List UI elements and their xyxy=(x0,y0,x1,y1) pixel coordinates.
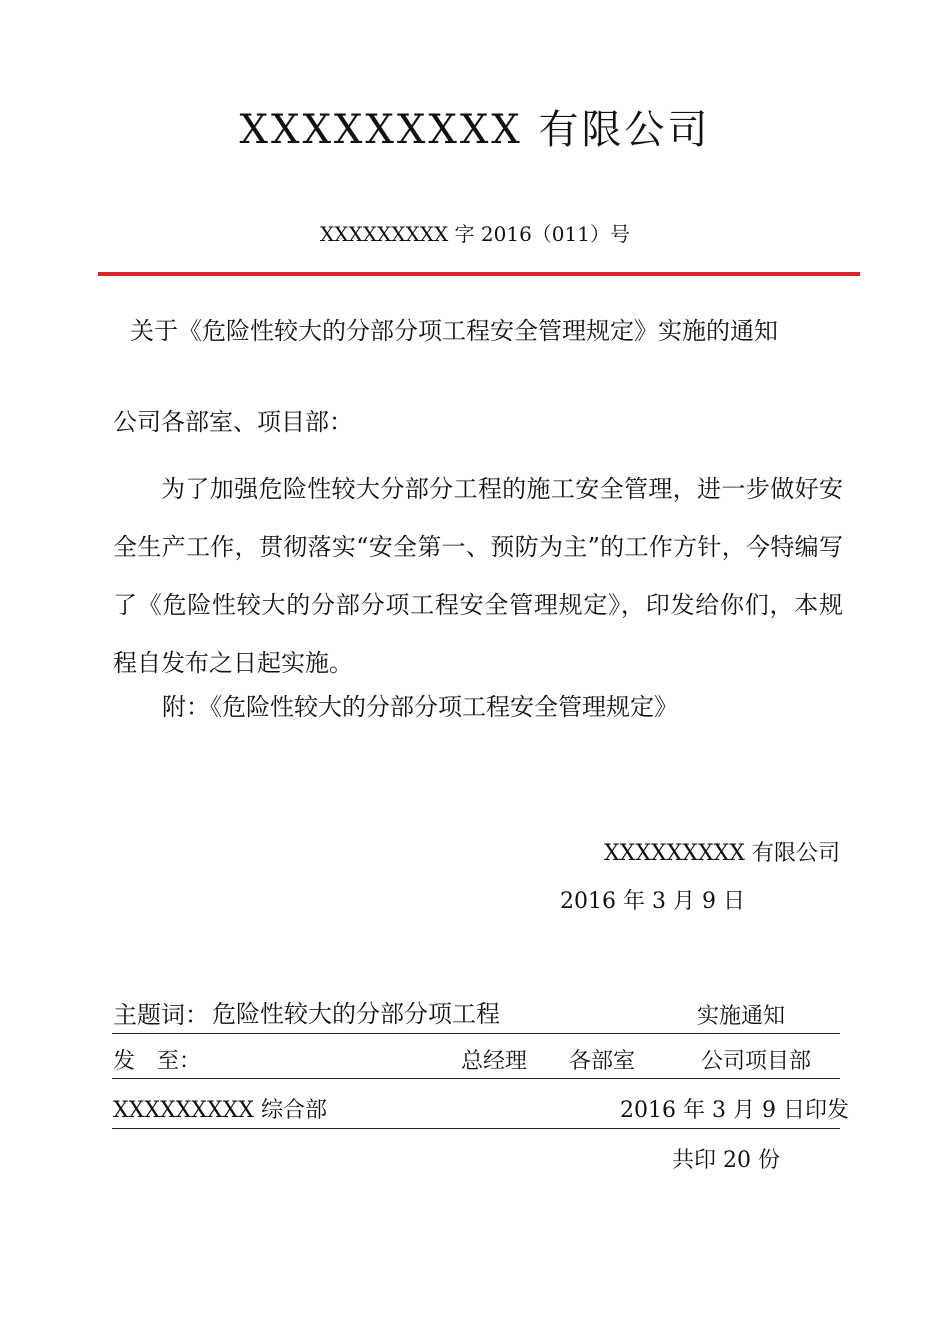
footer-rule-top xyxy=(112,1033,840,1034)
footer-rule-bottom xyxy=(112,1128,840,1129)
recipient-departments: 各部室 xyxy=(569,1049,636,1074)
recipient-general-manager: 总经理 xyxy=(461,1049,528,1074)
recipient-project-dept: 公司项目部 xyxy=(701,1049,812,1074)
footer-rule-middle xyxy=(112,1078,840,1079)
signature-date: 2016 年 3 月 9 日 xyxy=(560,889,745,914)
signature-company: XXXXXXXXX 有限公司 xyxy=(604,841,840,866)
document-number: XXXXXXXXX 字 2016（011）号 xyxy=(320,222,630,246)
keywords-label: 主题词： xyxy=(113,1001,209,1029)
salutation: 公司各部室、项目部： xyxy=(113,408,353,436)
body-paragraph: 为了加强危险性较大分部分工程的施工安全管理，进一步做好安全生产工作，贯彻落实“安全第一、预防为主”的工作方针，今特编写了《危险性较大的分部分项工程安全管理规定》，印发给你们，本规程自发布之日起实施。 xyxy=(113,475,843,677)
issue-date: 2016 年 3 月 9 日印发 xyxy=(620,1098,849,1123)
notice-title: 关于《危险性较大的分部分项工程安全管理规定》实施的通知 xyxy=(130,317,778,345)
issuer: XXXXXXXXX 综合部 xyxy=(113,1098,327,1123)
keywords-suffix: 实施通知 xyxy=(697,1004,786,1029)
send-to-label: 发 至： xyxy=(113,1049,202,1074)
copies-count: 共印 20 份 xyxy=(672,1148,780,1173)
attachment-line: 附：《危险性较大的分部分项工程安全管理规定》 xyxy=(162,693,678,721)
red-header-rule xyxy=(98,272,860,276)
company-title: XXXXXXXXX 有限公司 xyxy=(239,107,711,153)
keywords-value: 危险性较大的分部分项工程 xyxy=(212,1000,500,1028)
